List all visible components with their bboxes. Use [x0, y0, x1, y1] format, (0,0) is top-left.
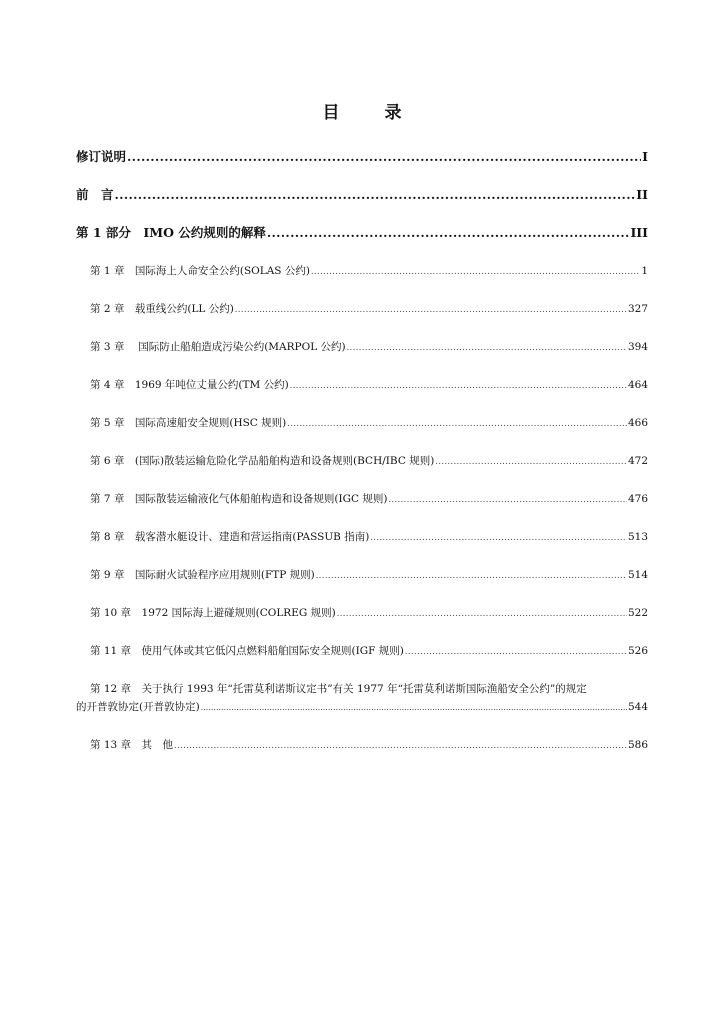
toc-page-number: 476: [627, 493, 648, 505]
toc-entry-chapter-4[interactable]: [90, 376, 648, 395]
toc-entry-label: 第 8 章 载客潜水艇设计、建造和营运指南(PASSUB 指南): [90, 531, 370, 543]
toc-entry-revision-notes[interactable]: [76, 148, 648, 166]
leader-dots: [316, 567, 627, 585]
toc-entry-chapter-9[interactable]: [90, 566, 648, 585]
toc-entry-chapter-13[interactable]: [90, 736, 648, 755]
leader-dots: [290, 377, 627, 395]
leader-dots: [267, 224, 630, 242]
leader-dots: [337, 605, 627, 623]
leader-dots: [388, 491, 626, 509]
toc-entry-label: 第 5 章 国际高速船安全规则(HSC 规则): [90, 417, 287, 429]
toc-page-number: 327: [627, 303, 648, 315]
toc-entry-label: 前 言: [76, 187, 114, 202]
toc-entry-chapter-3[interactable]: [90, 338, 648, 357]
leader-dots: [287, 415, 627, 433]
toc-entry-label: 第 7 章 国际散装运输液化气体船舶构造和设备规则(IGC 规则): [90, 493, 388, 505]
toc-page-number: 522: [627, 607, 648, 619]
toc-entry-chapter-11[interactable]: [90, 642, 648, 661]
leader-dots: [405, 643, 627, 661]
toc-entry-chapter-7[interactable]: [90, 490, 648, 509]
toc-page-number: 544: [627, 701, 648, 713]
toc-page-number: III: [630, 225, 648, 240]
toc-page-number: II: [636, 187, 648, 202]
toc-entry-label: 第 11 章 使用气体或其它低闪点燃料船舶国际安全规则(IGF 规则): [90, 645, 404, 657]
toc-entry-chapter-1[interactable]: [90, 262, 648, 281]
toc-entry-line2: [76, 698, 648, 717]
toc-page-number: 1: [641, 265, 648, 277]
toc-page-number: 526: [627, 645, 648, 657]
leader-dots: [347, 339, 627, 357]
toc-entry-preface[interactable]: [76, 186, 648, 204]
leader-dots: [201, 699, 627, 717]
toc-entry-chapter-12[interactable]: [76, 680, 648, 717]
page-title: 目 录: [322, 103, 416, 123]
toc-page-number: 514: [627, 569, 648, 581]
toc-entry-label: 第 10 章 1972 国际海上避碰规则(COLREG 规则): [90, 607, 336, 619]
toc-entry-label: 修订说明: [76, 149, 127, 164]
toc-entry-label: 第 6 章 (国际)散装运输危险化学品船舶构造和设备规则(BCH/IBC 规则): [90, 455, 435, 467]
toc-page-number: I: [642, 149, 648, 164]
leader-dots: [174, 737, 627, 755]
toc-entry-chapter-2[interactable]: [90, 300, 648, 319]
toc-entry-chapter-5[interactable]: [90, 414, 648, 433]
toc-entry-label: 第 2 章 载重线公约(LL 公约): [90, 303, 234, 315]
leader-dots: [311, 263, 640, 281]
leader-dots: [115, 186, 636, 204]
toc-page-number: 394: [627, 341, 648, 353]
toc-entry-label-line1: 第 12 章 关于执行 1993 年“托雷莫利诺斯议定书”有关 1977 年“托雷莫利诺斯国际渔船安全公约”的规定: [90, 683, 587, 695]
toc-page-number: 464: [627, 379, 648, 391]
toc-entry-chapter-6[interactable]: [90, 452, 648, 471]
leader-dots: [370, 529, 627, 547]
toc-entry-label: 第 3 章 国际防止船舶造成污染公约(MARPOL 公约): [90, 341, 346, 353]
leader-dots: [435, 453, 627, 471]
toc-entry-label: 第 1 章 国际海上人命安全公约(SOLAS 公约): [90, 265, 310, 277]
toc-entry-label-line2: 的开普敦协定(开普敦协定): [76, 701, 200, 713]
leader-dots: [127, 148, 641, 166]
toc-page-number: 513: [627, 531, 648, 543]
leader-dots: [235, 301, 627, 319]
toc-page-number: 586: [627, 739, 648, 751]
toc-entry-chapter-8[interactable]: [90, 528, 648, 547]
toc-page-number: 472: [627, 455, 648, 467]
toc-page-number: 466: [627, 417, 648, 429]
toc-entry-label: 第 13 章 其 他: [90, 739, 174, 751]
toc-entry-chapter-10[interactable]: [90, 604, 648, 623]
toc-entry-label: 第 9 章 国际耐火试验程序应用规则(FTP 规则): [90, 569, 315, 581]
toc-entry-label: 第 1 部分 IMO 公约规则的解释: [76, 225, 266, 240]
toc-entry-label: 第 4 章 1969 年吨位丈量公约(TM 公约): [90, 379, 289, 391]
toc-entry-part-1[interactable]: [76, 224, 648, 242]
